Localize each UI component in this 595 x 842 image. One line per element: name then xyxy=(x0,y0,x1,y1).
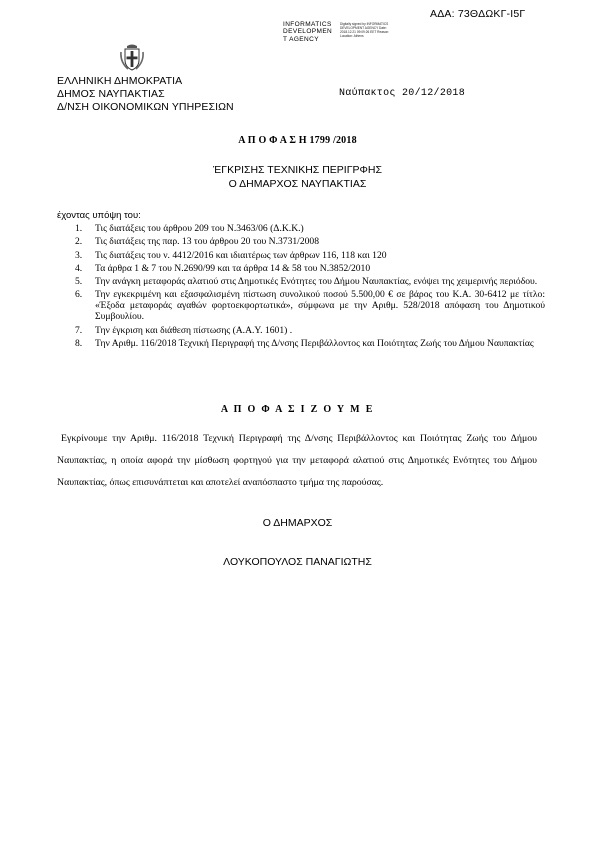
header-municipality: ΔΗΜΟΣ ΝΑΥΠΑΚΤΙΑΣ xyxy=(57,88,165,101)
list-item xyxy=(75,325,545,336)
item-number: 1. xyxy=(75,223,83,234)
item-text: Τα άρθρα 1 & 7 του Ν.2690/99 και τα άρθρα 14 & 58 του Ν.3852/2010 xyxy=(95,262,371,274)
item-number: 2. xyxy=(75,236,83,248)
approval-line-2: Ο ΔΗΜΑΡΧΟΣ ΝΑΥΠΑΚΤΙΑΣ xyxy=(228,178,367,190)
approval-heading xyxy=(0,163,595,191)
signatory-name: ΛΟΥΚΟΠΟΥΛΟΣ ΠΑΝΑΓΙΩΤΗΣ xyxy=(223,556,372,568)
list-item xyxy=(75,223,545,234)
agency-line-1: INFORMATICS xyxy=(283,21,332,28)
decision-body: Εγκρίνουμε την Αριθμ. 116/2018 Τεχνική Περιγραφή της Δ/νσης Περιβάλλοντος και Ποιότητας Ζωής του Δήμου Ναυπακτίας, η οποία αφορά την μίσθωση φορτηγού για την μεταφορά αλατιού στις Δημοτικές Ενότητες του Δήμου Ναυπακτίας, όπως επισυνάπτεται και αποτελεί αναπόσπαστο τμήμα της παρούσας. xyxy=(57,433,537,488)
approval-line-1: ΈΓΚΡΙΣΗΣ ΤΕΧΝΙΚΗΣ ΠΕΡΙΓΡΦΗΣ xyxy=(213,164,382,176)
preamble: έχοντας υπόψη του: xyxy=(57,210,141,221)
issuer-header xyxy=(57,75,234,115)
ada-code: ΑΔΑ: 73ΘΔΩΚΓ-Ι5Γ xyxy=(430,8,526,20)
header-republic: ΕΛΛΗΝΙΚΗ ΔΗΜΟΚΡΑΤΙΑ xyxy=(57,75,183,87)
item-text: Τις διατάξεις του άρθρου 209 του Ν.3463/06 (Δ.Κ.Κ.) xyxy=(95,223,304,234)
list-item xyxy=(75,289,545,322)
item-number: 5. xyxy=(75,276,83,288)
decide-heading: Α Π Ο Φ Α Σ Ι Ζ Ο Υ Μ Ε xyxy=(220,404,375,415)
item-text: Την έγκριση και διάθεση πίστωσης (Α.Α.Υ. 1601) . xyxy=(95,324,293,336)
list-item xyxy=(75,250,545,261)
item-text: Την ανάγκη μεταφοράς αλατιού στις Δημοτικές Ενότητες του Δήμου Ναυπακτίας, ενόψει της χειμερινής περιόδου. xyxy=(95,276,538,288)
item-text: Τις διατάξεις της παρ. 13 του άρθρου 20 του Ν.3731/2008 xyxy=(95,236,320,248)
item-number: 7. xyxy=(75,324,83,336)
list-item xyxy=(75,338,545,349)
considerations-list xyxy=(75,223,545,351)
header-department: Δ/ΝΣΗ ΟΙΚΟΝΟΜΙΚΩΝ ΥΠΗΡΕΣΙΩΝ xyxy=(57,101,234,114)
list-item xyxy=(75,276,545,287)
item-number: 6. xyxy=(75,289,83,301)
item-number: 8. xyxy=(75,338,83,350)
list-item xyxy=(75,236,545,247)
document-date: Ναύπακτος 20/12/2018 xyxy=(339,88,466,99)
greek-coat-of-arms-icon xyxy=(118,42,146,72)
item-number: 3. xyxy=(75,249,83,261)
signatory-title: Ο ΔΗΜΑΡΧΟΣ xyxy=(262,517,333,529)
item-text: Την Αριθμ. 116/2018 Τεχνική Περιγραφή της Δ/νσης Περιβάλλοντος και Ποιότητας Ζωής του Δήμου Ναυπακτίας xyxy=(95,338,534,350)
item-number: 4. xyxy=(75,262,83,274)
digital-signature-agency xyxy=(283,21,332,43)
decision-title: Α Π Ο Φ Α Σ Η 1799 /2018 xyxy=(238,135,357,146)
agency-line-3: T AGENCY xyxy=(283,35,319,43)
digital-signature-details: Digitally signed by INFORMATICS DEVELOPMENT AGENCY Date: 2018.12.21 09:09:26 EET Reason: Location: Athens xyxy=(340,22,390,39)
agency-line-2: DEVELOPMEN xyxy=(283,28,333,36)
item-text: Τις διατάξεις του ν. 4412/2016 και ιδιαιτέρως των άρθρων 116, 118 και 120 xyxy=(95,249,387,261)
list-item xyxy=(75,263,545,274)
item-text: Την εγκεκριμένη και εξασφαλισμένη πίστωση συνολικού ποσού 5.500,00 € σε βάρος του Κ.Α. 30-6412 με τίτλο: «Έξοδα μεταφοράς αγαθών φορτοεκφορτωτικά», σύμφωνα με την Αριθμ. 528/2018 απόφαση του Δημοτικού Συμβουλίου. xyxy=(95,289,545,323)
